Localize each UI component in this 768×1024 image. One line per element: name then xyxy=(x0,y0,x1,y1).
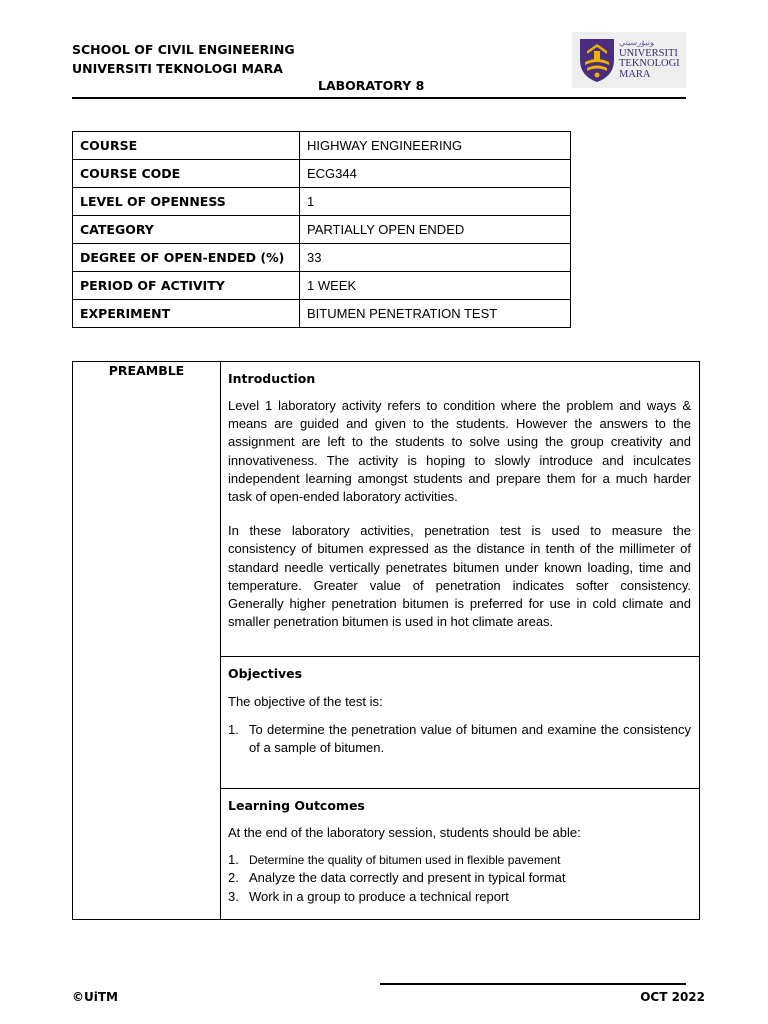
logo-jawi-text: ﻮﻧﻴﯚﺭﺳﻴﺘﻲ xyxy=(619,38,654,47)
objectives-lead: The objective of the test is: xyxy=(228,694,383,709)
learning-outcomes-list xyxy=(228,851,691,906)
list-number: 3. xyxy=(228,888,239,904)
logo-wordmark xyxy=(619,38,680,80)
preamble-label-cell xyxy=(73,362,221,919)
list-item xyxy=(228,721,691,757)
school-name: SCHOOL OF CIVIL ENGINEERING xyxy=(72,42,295,57)
info-key: LEVEL OF OPENNESS xyxy=(73,188,300,216)
course-info-table xyxy=(72,131,571,328)
list-text: Determine the quality of bitumen used in flexible pavement xyxy=(249,853,561,868)
learning-outcomes-title: Learning Outcomes xyxy=(228,798,365,813)
footer-date: OCT 2022 xyxy=(640,990,705,1004)
info-key: CATEGORY xyxy=(73,216,300,244)
footer-divider xyxy=(380,983,686,985)
uitm-logo xyxy=(572,32,686,88)
table-row xyxy=(73,188,571,216)
info-value: ECG344 xyxy=(300,160,571,188)
info-value: PARTIALLY OPEN ENDED xyxy=(300,216,571,244)
footer-copyright: ©UiTM xyxy=(72,990,118,1004)
introduction-paragraph-1: Level 1 laboratory activity refers to condition where the problem and ways & means are guided and given to the students. However the answers to the assignment are left to the students to solve using the group creativity and innovativeness. The activity is hoping to slowly introduce and inculcates independent learning amongst students and prepare them for a much harder task of open-ended laboratory activities. xyxy=(228,398,691,505)
learning-outcomes-section xyxy=(221,789,699,919)
info-key: EXPERIMENT xyxy=(73,300,300,328)
university-name: UNIVERSITI TEKNOLOGI MARA xyxy=(72,61,283,76)
lab-title: LABORATORY 8 xyxy=(318,78,425,93)
introduction-paragraph-2: In these laboratory activities, penetration test is used to measure the consistency of bitumen expressed as the distance in tenth of the millimeter of standard needle vertically penetrates bitumen under known loading, time and temperature. Greater value of penetration indicates softer consistency. Generally higher penetration bitumen is preferred for use in cold climate and smaller penetration bitumen is used in hot climate areas. xyxy=(228,523,691,630)
preamble-label: PREAMBLE xyxy=(108,363,185,378)
info-key: DEGREE OF OPEN-ENDED (%) xyxy=(73,244,300,272)
info-value: 1 WEEK xyxy=(300,272,571,300)
list-number: 2. xyxy=(228,870,239,886)
info-value: 33 xyxy=(300,244,571,272)
table-row xyxy=(73,132,571,160)
info-value: HIGHWAY ENGINEERING xyxy=(300,132,571,160)
table-row xyxy=(73,216,571,244)
table-row xyxy=(73,160,571,188)
info-key: PERIOD OF ACTIVITY xyxy=(73,272,300,300)
learning-outcomes-lead: At the end of the laboratory session, students should be able: xyxy=(228,825,581,840)
objectives-title: Objectives xyxy=(228,666,303,681)
info-value: BITUMEN PENETRATION TEST xyxy=(300,300,571,328)
list-text: To determine the penetration value of bitumen and examine the consistency of a sample of bitumen. xyxy=(249,722,691,756)
preamble-table xyxy=(72,361,700,920)
logo-line-2: TEKNOLOGI xyxy=(619,58,680,69)
list-number: 1. xyxy=(228,722,239,738)
info-value: 1 xyxy=(300,188,571,216)
objectives-section xyxy=(221,657,699,789)
list-item xyxy=(228,869,691,887)
uitm-crest-icon xyxy=(577,36,617,84)
header-divider xyxy=(72,97,686,99)
table-row xyxy=(73,244,571,272)
logo-line-3: MARA xyxy=(619,68,651,80)
document-header xyxy=(72,40,295,78)
list-number: 1. xyxy=(228,852,239,868)
table-row xyxy=(73,272,571,300)
introduction-title: Introduction xyxy=(228,371,316,386)
info-key: COURSE xyxy=(73,132,300,160)
list-item xyxy=(228,888,691,906)
list-text: Analyze the data correctly and present in typical format xyxy=(249,870,566,886)
logo-line-1: UNIVERSITI xyxy=(619,47,678,59)
list-item xyxy=(228,851,691,869)
info-key: COURSE CODE xyxy=(73,160,300,188)
introduction-section xyxy=(221,362,699,657)
table-row xyxy=(73,300,571,328)
list-text: Work in a group to produce a technical report xyxy=(249,888,509,904)
